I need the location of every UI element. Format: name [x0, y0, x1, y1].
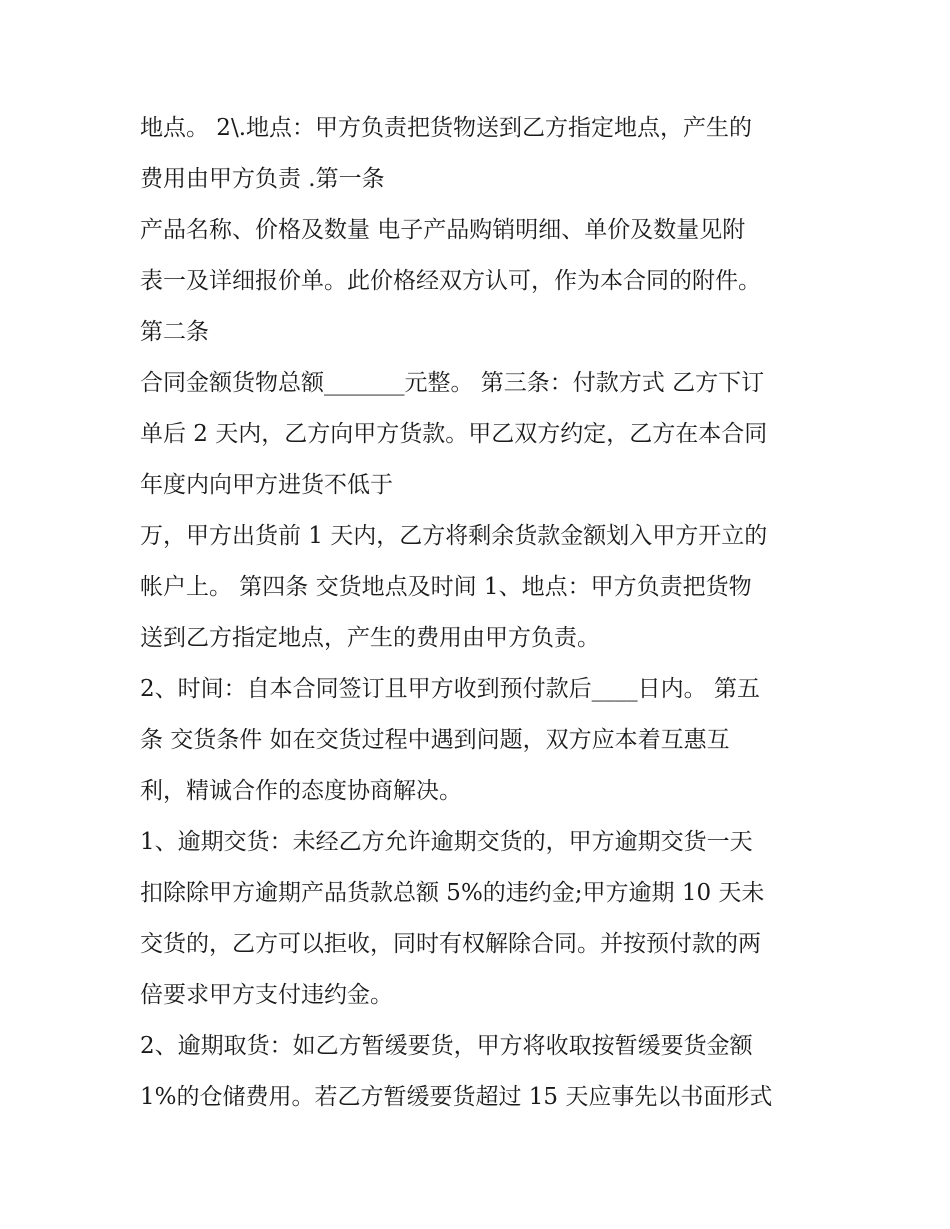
text-line: 交货的，乙方可以拒收，同时有权解除合同。并按预付款的两: [140, 931, 761, 957]
text-line: 产品名称、价格及数量 电子产品购销明细、单价及数量见附: [140, 217, 746, 243]
text-line: 1、逾期交货：未经乙方允许逾期交货的，甲方逾期交货一天: [140, 829, 753, 855]
text-line: 第二条: [140, 319, 209, 345]
text-line: 地点。 2\.地点：甲方负责把货物送到乙方指定地点，产生的: [140, 115, 753, 141]
text-line: 2、时间：自本合同签订且甲方收到预付款后____日内。 第五: [140, 676, 760, 702]
document-body: [140, 103, 820, 1123]
text-line: 费用由甲方负责 .第一条: [140, 166, 385, 192]
text-line: 条 交货条件 如在交货过程中遇到问题，双方应本着互惠互: [140, 727, 730, 753]
text-line: 倍要求甲方支付违约金。: [140, 982, 393, 1008]
text-line: 表一及详细报价单。此价格经双方认可，作为本合同的附件。: [140, 268, 761, 294]
text-line: 利，精诚合作的态度协商解决。: [140, 778, 462, 804]
text-line: 1%的仓储费用。若乙方暂缓要货超过 15 天应事先以书面形式: [140, 1084, 773, 1110]
text-line: 扣除除甲方逾期产品货款总额 5%的违约金;甲方逾期 10 天未: [140, 880, 765, 906]
text-line: 送到乙方指定地点，产生的费用由甲方负责。: [140, 625, 600, 651]
text-line: 帐户上。 第四条 交货地点及时间 1、地点：甲方负责把货物: [140, 574, 752, 600]
text-line: 合同金额货物总额_______元整。 第三条：付款方式 乙方下订: [140, 370, 765, 396]
text-line: 2、逾期取货：如乙方暂缓要货，甲方将收取按暂缓要货金额: [140, 1033, 753, 1059]
text-line: 年度内向甲方进货不低于: [140, 472, 393, 498]
text-line: 单后 2 天内，乙方向甲方货款。甲乙双方约定，乙方在本合同: [140, 421, 768, 447]
text-line: 万，甲方出货前 1 天内，乙方将剩余货款金额划入甲方开立的: [140, 523, 768, 549]
